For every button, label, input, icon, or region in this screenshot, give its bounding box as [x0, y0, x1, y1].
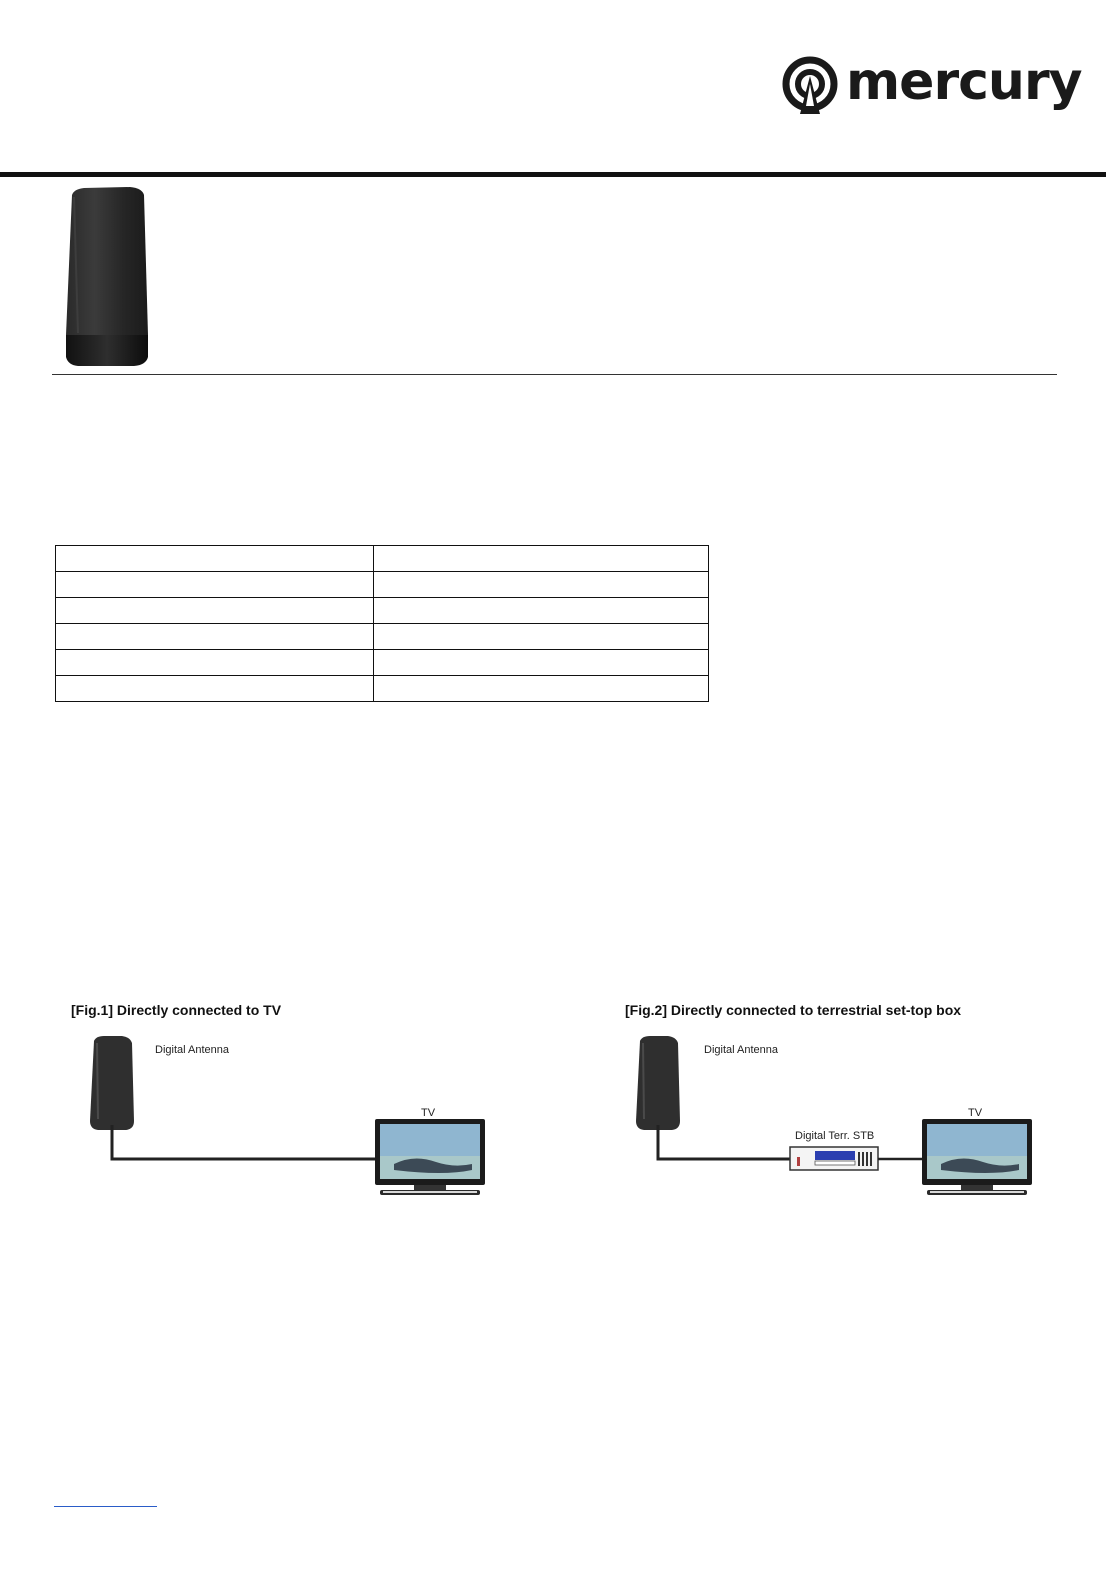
figure-1-tv-image — [374, 1118, 486, 1196]
table-cell — [374, 546, 709, 572]
figure-2-caption: [Fig.2] Directly connected to terrestrial set-top box — [625, 1002, 962, 1018]
table-row — [56, 598, 709, 624]
table-cell — [56, 598, 374, 624]
brand-wordmark: mercury — [846, 52, 1082, 112]
figure-2-cable-stb-tv — [878, 1150, 926, 1164]
figure-2-tv-label: TV — [968, 1107, 983, 1119]
table-cell — [56, 676, 374, 702]
figure-1-antenna-label: Digital Antenna — [155, 1044, 229, 1056]
table-cell — [374, 676, 709, 702]
table-cell — [374, 650, 709, 676]
table-row — [56, 676, 709, 702]
specifications-table — [55, 545, 709, 702]
table-cell — [56, 546, 374, 572]
table-row — [56, 572, 709, 598]
table-row — [56, 650, 709, 676]
figure-2-tv-image — [921, 1118, 1033, 1196]
table-row — [56, 624, 709, 650]
table-cell — [374, 624, 709, 650]
figure-2-antenna-label: Digital Antenna — [704, 1044, 778, 1056]
brand-logo — [782, 52, 1082, 118]
title-divider — [52, 374, 1057, 375]
footer-link[interactable] — [54, 1506, 157, 1507]
table-cell — [374, 572, 709, 598]
table-cell — [56, 624, 374, 650]
figure-2-cable-antenna-stb — [654, 1125, 794, 1165]
figure-1-antenna-image — [88, 1035, 136, 1135]
figure-2-stb-label: Digital Terr. STB — [795, 1130, 875, 1142]
table-cell — [56, 650, 374, 676]
header-divider — [0, 172, 1106, 177]
table-cell — [56, 572, 374, 598]
table-row — [56, 546, 709, 572]
figure-2-antenna-image — [634, 1035, 682, 1135]
figure-1-tv-label: TV — [421, 1107, 436, 1119]
antenna-logo-icon — [782, 56, 842, 118]
table-cell — [374, 598, 709, 624]
figure-1-caption: [Fig.1] Directly connected to TV — [71, 1002, 282, 1018]
figure-1-cable — [108, 1125, 380, 1165]
product-image — [60, 185, 152, 370]
figure-2-stb-image — [789, 1146, 879, 1172]
